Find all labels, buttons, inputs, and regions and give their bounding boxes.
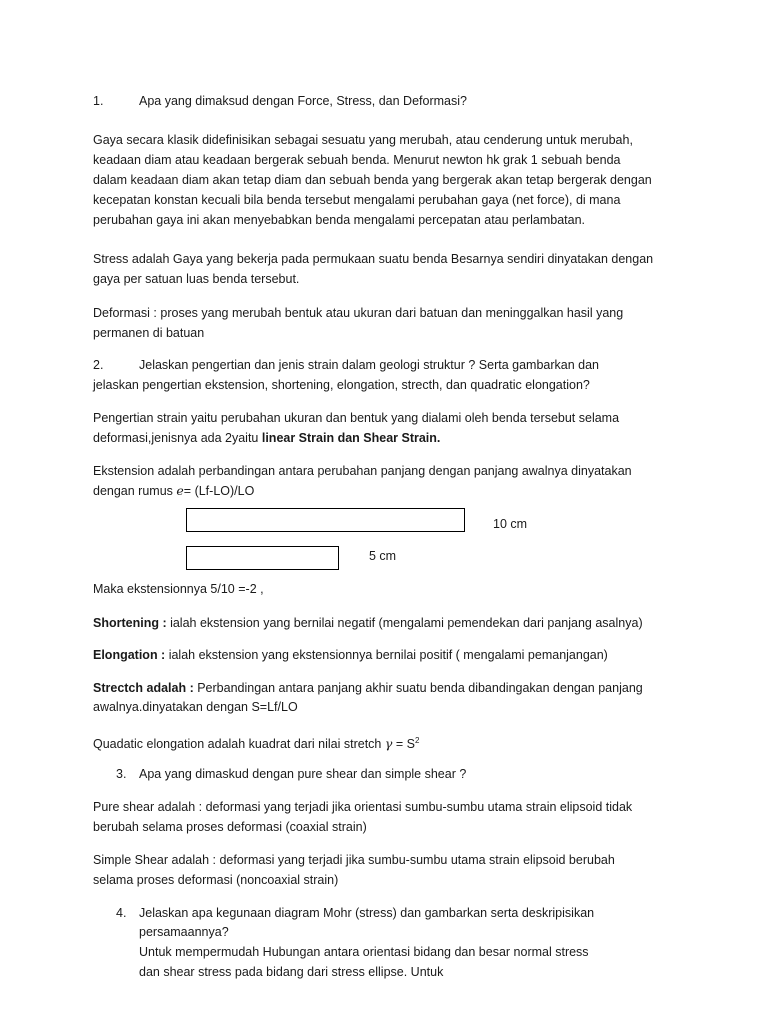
simple-shear-line-1: Simple Shear adalah : deformasi yang terjadi jika sumbu-sumbu utama strain elipsoid berubah (93, 853, 615, 867)
box1-label: 10 cm (493, 517, 528, 531)
length-box-5cm (186, 546, 339, 570)
q3-question: Apa yang dimaskud dengan pure shear dan simple shear ? (139, 767, 467, 781)
q1-number: 1. (93, 94, 104, 108)
strain-line-1: Pengertian strain yaitu perubahan ukuran dan bentuk yang dialami oleh benda tersebut selama (93, 411, 620, 425)
quadratic-exponent: 2 (414, 736, 420, 745)
elongation-label: Elongation : (93, 648, 166, 662)
deformasi-line-1: Deformasi : proses yang merubah bentuk atau ukuran dari batuan dan meninggalkan hasil yang (93, 306, 624, 320)
ekstension-formula: = (Lf-LO)/LO (183, 484, 255, 498)
ekstension-formula-prefix: dengan rumus (93, 484, 177, 498)
stretch-line-2: awalnya.dinyatakan dengan S=Lf/LO (93, 700, 298, 714)
q4-answer-line-2: dan shear stress pada bidang dari stress ellipse. Untuk (139, 965, 444, 979)
ekstension-line-2 (93, 483, 254, 499)
strain-line-2-text: deformasi,jenisnya ada 2yaitu (93, 431, 262, 445)
simple-shear-line-2: selama proses deformasi (noncoaxial strain) (93, 873, 339, 887)
box2-label: 5 cm (369, 549, 397, 563)
ekstension-line-1: Ekstension adalah perbandingan antara perubahan panjang dengan panjang awalnya dinyatakan (93, 464, 632, 478)
shortening-label: Shortening : (93, 616, 167, 630)
q4-question-line-1: Jelaskan apa kegunaan diagram Mohr (stress) dan gambarkan serta deskripisikan (139, 906, 595, 920)
quadratic-equation: = S (392, 737, 415, 752)
gaya-line-3: dalam keadaan diam akan tetap diam dan sebuah benda yang bergerak akan tetap bergerak dengan (93, 173, 652, 187)
gaya-line-5: perubahan gaya ini akan menyebabkan benda mengalami percepatan atau perlambatan. (93, 213, 586, 227)
q4-answer-line-1: Untuk mempermudah Hubungan antara orientasi bidang dan besar normal stress (139, 945, 589, 959)
gaya-line-2: keadaan diam atau keadaan bergerak sebuah benda. Menurut newton hk grak 1 sebuah benda (93, 153, 621, 167)
pure-shear-line-1: Pure shear adalah : deformasi yang terjadi jika orientasi sumbu-sumbu utama strain elipsoid tidak (93, 800, 633, 814)
stretch-label: Strectch adalah : (93, 681, 194, 695)
shortening-text: ialah ekstension yang bernilai negatif (mengalami pemendekan dari panjang asalnya) (166, 616, 643, 630)
quadratic-text: Quadatic elongation adalah kuadrat dari nilai stretch (93, 737, 385, 752)
deformasi-line-2: permanen di batuan (93, 326, 205, 340)
pure-shear-line-2: berubah selama proses deformasi (coaxial strain) (93, 820, 367, 834)
maka-line: Maka ekstensionnya 5/10 =-2 , (93, 582, 264, 596)
strain-line-2 (93, 431, 440, 446)
q2-question-line-2: jelaskan pengertian ekstension, shortening, elongation, strecth, dan quadratic elongation? (93, 378, 590, 392)
q3-number: 3. (116, 767, 127, 781)
elongation-text: ialah ekstension yang ekstensionnya bernilai positif ( mengalami pemanjangan) (165, 648, 608, 662)
gaya-line-4: kecepatan konstan kecuali bila benda tersebut mengalami perubahan gaya (net force), di mana (93, 193, 621, 207)
q2-number: 2. (93, 358, 104, 372)
elongation-line (93, 648, 608, 663)
q2-question-line-1: Jelaskan pengertian dan jenis strain dalam geologi struktur ? Serta gambarkan dan (139, 358, 599, 372)
stress-line-2: gaya per satuan luas benda tersebut. (93, 272, 300, 286)
ekstension-variable: e (176, 483, 184, 498)
gamma-symbol: γ (384, 736, 393, 752)
strain-types: linear Strain dan Shear Strain. (261, 431, 441, 445)
q4-number: 4. (116, 906, 127, 920)
stress-line-1: Stress adalah Gaya yang bekerja pada permukaan suatu benda Besarnya sendiri dinyatakan dengan (93, 252, 654, 266)
stretch-line-1 (93, 681, 643, 696)
stretch-text: Perbandingan antara panjang akhir suatu benda dibandingakan dengan panjang (193, 681, 643, 695)
q4-question-line-2: persamaannya? (139, 925, 229, 939)
length-box-10cm (186, 508, 465, 532)
gaya-line-1: Gaya secara klasik didefinisikan sebagai sesuatu yang merubah, atau cenderung untuk merubah, (93, 133, 633, 147)
q1-question: Apa yang dimaksud dengan Force, Stress, dan Deformasi? (139, 94, 467, 108)
quadratic-line (93, 733, 419, 752)
shortening-line (93, 616, 643, 631)
